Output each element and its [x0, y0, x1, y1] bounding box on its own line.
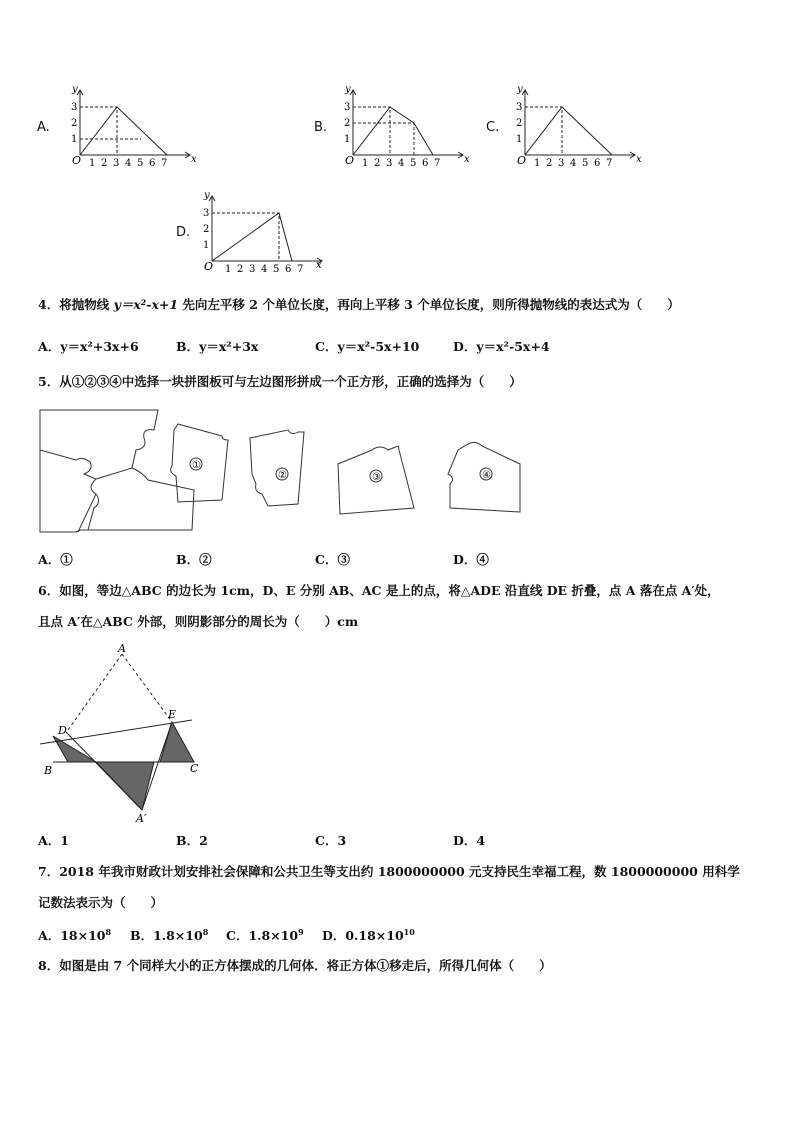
svg-text:3: 3 [558, 158, 565, 169]
svg-text:3: 3 [344, 102, 351, 113]
q5-puzzle-figure [36, 404, 526, 539]
svg-text:3: 3 [386, 158, 393, 169]
q4-option-b: B．y＝x²+3x [176, 339, 259, 354]
svg-text:1: 1 [89, 158, 96, 169]
y-axis-label: y [72, 84, 78, 95]
graph-c [505, 82, 645, 172]
svg-text:2: 2 [101, 158, 108, 169]
svg-text:O: O [517, 154, 527, 167]
svg-text:6: 6 [422, 158, 429, 169]
q7-stem-line2: 记数法表示为（ ） [38, 895, 164, 910]
svg-text:6: 6 [594, 158, 601, 169]
svg-text:5: 5 [582, 158, 589, 169]
label-C: C [190, 762, 199, 775]
svg-text:4: 4 [261, 264, 268, 275]
svg-text:2: 2 [546, 158, 553, 169]
label-D: D [58, 724, 67, 737]
q6-stem-line1: 6．如图，等边△ABC 的边长为 1cm，D、E 分别 AB、AC 是上的点，将△ADE 沿直线 DE 折叠，点 A 落在点 A′处， [38, 583, 720, 598]
svg-text:3: 3 [203, 208, 210, 219]
svg-text:④: ④ [482, 470, 491, 481]
q5-option-a: A．① [38, 552, 73, 567]
svg-text:1: 1 [71, 134, 78, 145]
graph-d [192, 188, 332, 278]
q5-option-b: B．② [176, 552, 212, 567]
q7-option-c: C．$1.8\times 10^9$ [226, 926, 304, 943]
q6-option-c: C．3 [315, 833, 347, 848]
svg-text:7: 7 [434, 158, 441, 169]
svg-text:③: ③ [372, 472, 381, 483]
label-A-prime: A′ [136, 812, 147, 825]
svg-text:6: 6 [285, 264, 292, 275]
svg-text:7: 7 [606, 158, 613, 169]
q5-option-d: D．④ [453, 552, 489, 567]
svg-text:y: y [204, 190, 210, 201]
origin-label: O [72, 154, 82, 167]
svg-text:5: 5 [410, 158, 417, 169]
svg-text:2: 2 [344, 118, 351, 129]
puzzle-piece-2 [250, 430, 304, 506]
label-E: E [168, 708, 177, 721]
svg-text:2: 2 [237, 264, 244, 275]
svg-text:2: 2 [516, 118, 523, 129]
q4-option-c: C．y＝x²-5x+10 [315, 339, 420, 354]
svg-text:5: 5 [273, 264, 280, 275]
svg-text:3: 3 [113, 158, 120, 169]
q6-option-a: A．1 [38, 833, 69, 848]
svg-text:3: 3 [71, 102, 78, 113]
svg-text:1: 1 [534, 158, 541, 169]
svg-text:1: 1 [516, 134, 523, 145]
shaded-region-middle [96, 762, 154, 810]
svg-text:6: 6 [149, 158, 156, 169]
q6-option-b: B．2 [176, 833, 208, 848]
label-B: B [44, 764, 53, 777]
q4-stem: 4．将抛物线 y＝x²-x+1 先向左平移 2 个单位长度，再向上平移 3 个单位长度，则所得抛物线的表达式为（ ） [38, 297, 680, 312]
svg-text:1: 1 [203, 240, 210, 251]
graph-b [333, 82, 473, 172]
svg-text:x: x [316, 260, 322, 271]
q4-option-a: A．y＝x²+3x+6 [38, 339, 139, 354]
svg-text:2: 2 [374, 158, 381, 169]
svg-text:2: 2 [71, 118, 78, 129]
svg-text:1: 1 [225, 264, 232, 275]
svg-text:3: 3 [516, 102, 523, 113]
q7-stem-line1: 7．2018 年我市财政计划安排社会保障和公共卫生等支出约 1800000000 元支持民生幸福工程，数 1800000000 用科学 [38, 864, 740, 879]
q8-stem: 8．如图是由 7 个同样大小的正方体摆成的几何体．将正方体①移走后，所得几何体（ ） [38, 958, 552, 973]
option-d-label: D. [176, 225, 191, 240]
svg-text:1: 1 [344, 134, 351, 145]
option-b-label: B. [314, 120, 328, 135]
graph-a [60, 82, 200, 172]
x-axis-label: x [191, 154, 197, 165]
q7-option-d: D．$0.18\times 10^{10}$ [322, 926, 415, 943]
option-c-label: C. [486, 120, 500, 135]
svg-text:4: 4 [125, 158, 132, 169]
svg-text:②: ② [278, 470, 287, 481]
svg-text:y: y [345, 84, 351, 95]
q6-stem-line2: 且点 A′在△ABC 外部，则阴影部分的周长为（ ）cm [38, 614, 359, 629]
q6-option-d: D．4 [453, 833, 486, 848]
q7-option-b: B．$1.8\times 10^8$ [130, 926, 209, 943]
q7-option-a: A．$18\times 10^8$ [38, 926, 112, 943]
svg-text:3: 3 [249, 264, 256, 275]
svg-text:①: ① [192, 460, 201, 471]
svg-text:x: x [636, 154, 642, 165]
svg-text:1: 1 [362, 158, 369, 169]
svg-text:4: 4 [570, 158, 577, 169]
svg-text:O: O [345, 154, 355, 167]
q4-option-d: D．y＝x²-5x+4 [453, 339, 550, 354]
svg-text:7: 7 [297, 264, 304, 275]
svg-text:2: 2 [203, 224, 210, 235]
option-a-label: A. [37, 120, 50, 135]
label-A: A [118, 642, 126, 655]
svg-text:O: O [204, 260, 214, 273]
svg-text:5: 5 [137, 158, 144, 169]
shaded-region-left [53, 736, 96, 762]
q6-triangle-figure [36, 640, 216, 825]
svg-text:7: 7 [161, 158, 168, 169]
svg-text:y: y [517, 84, 523, 95]
q5-option-c: C．③ [315, 552, 350, 567]
svg-text:x: x [464, 154, 470, 165]
q5-stem: 5．从①②③④中选择一块拼图板可与左边图形拼成一个正方形，正确的选择为（ ） [38, 374, 522, 389]
svg-text:4: 4 [398, 158, 405, 169]
